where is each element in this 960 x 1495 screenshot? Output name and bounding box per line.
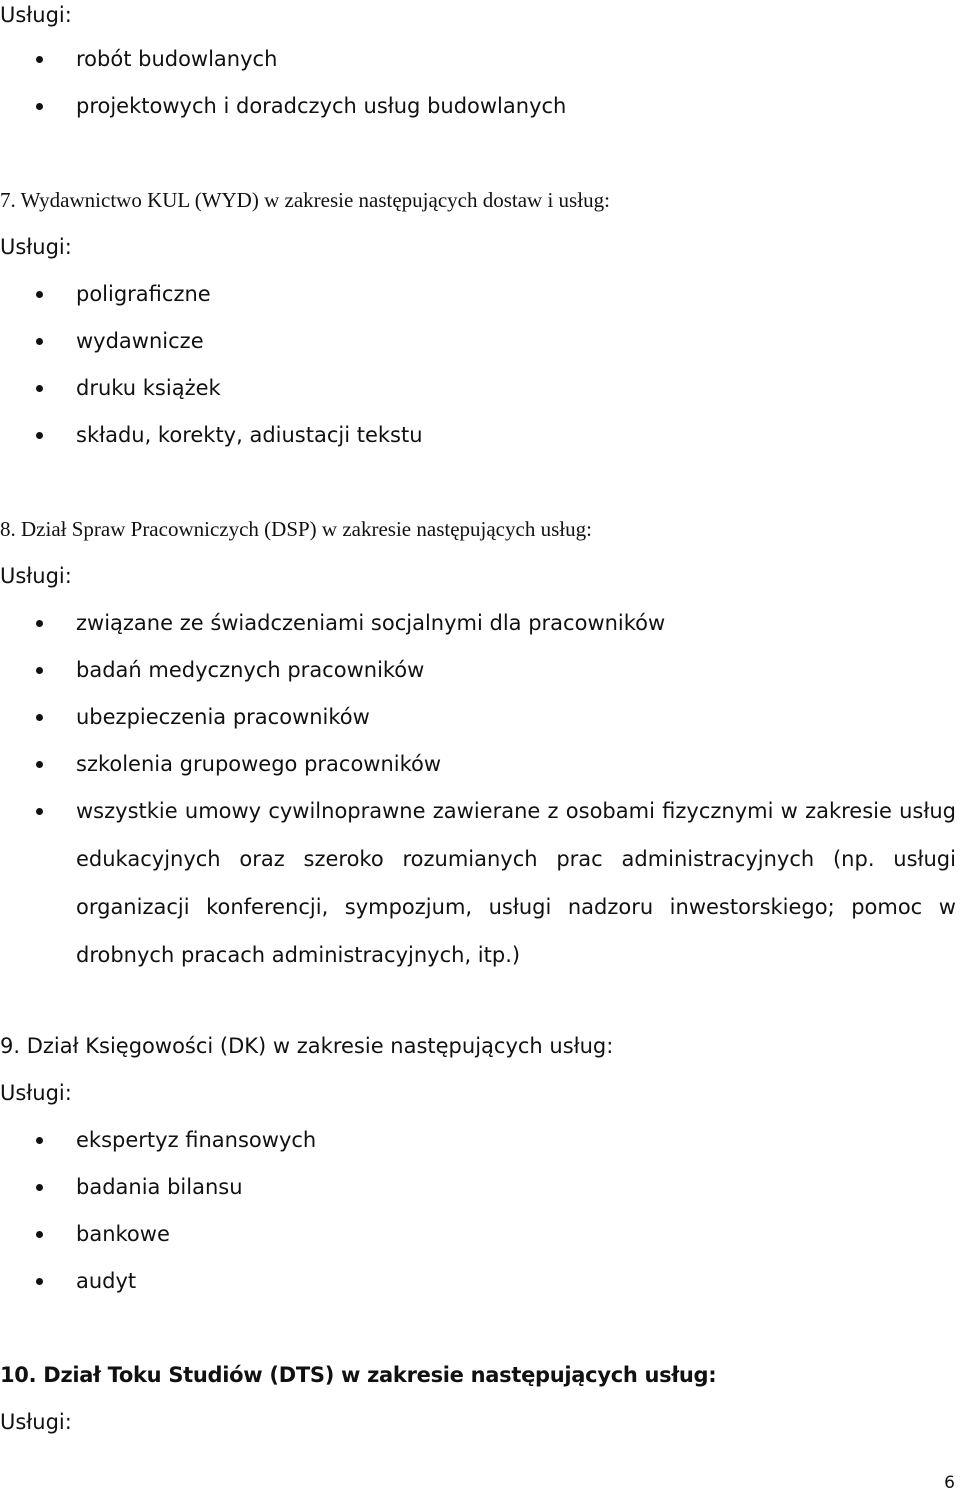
list-item-text: poligraficzne [76, 282, 211, 306]
paragraph-line [76, 892, 956, 922]
list-item-text: związane ze świadczeniami socjalnymi dla pracowników [76, 611, 666, 635]
paragraph-word: fizycznymi [662, 799, 774, 823]
bullet-icon [36, 1137, 43, 1144]
section-heading: 8. Dział Spraw Pracowniczych (DSP) w zakresie następujących usług: [0, 517, 592, 541]
list-item-text: badań medycznych pracowników [76, 658, 425, 682]
paragraph-word: zawierane [432, 799, 541, 823]
bullet-icon [36, 56, 43, 63]
list-item-text: ubezpieczenia pracowników [76, 705, 370, 729]
bullet-icon [36, 808, 43, 815]
bullet-icon [36, 761, 43, 768]
list-item-text: projektowych i doradczych usług budowlanych [76, 94, 567, 118]
bullet-icon [36, 1184, 43, 1191]
bullet-icon [36, 1278, 43, 1285]
paragraph-word: cywilnoprawne [268, 799, 426, 823]
bullet-icon [36, 620, 43, 627]
paragraph-word: (np. [832, 847, 875, 871]
list-item-text: wydawnicze [76, 329, 204, 353]
bullet-icon [36, 103, 43, 110]
page-number: 6 [944, 1473, 955, 1493]
paragraph-word: usługi [488, 895, 552, 919]
section-heading: 10. Dział Toku Studiów (DTS) w zakresie następujących usług: [0, 1363, 717, 1387]
paragraph-line [76, 844, 956, 874]
bullet-icon [36, 667, 43, 674]
section-label: Usługi: [0, 1081, 72, 1105]
paragraph-word: inwestorskiego; [669, 895, 835, 919]
section-label: Usługi: [0, 564, 72, 588]
paragraph-word: edukacyjnych [76, 847, 221, 871]
list-item-text: robót budowlanych [76, 47, 278, 71]
bullet-icon [36, 385, 43, 392]
section-label: Usługi: [0, 1410, 72, 1434]
section-label: Usługi: [0, 3, 72, 27]
paragraph-word: organizacji [76, 895, 190, 919]
bullet-icon [36, 432, 43, 439]
paragraph-word: prac [556, 847, 603, 871]
list-item-text: składu, korekty, adiustacji tekstu [76, 423, 423, 447]
paragraph-word: wszystkie [76, 799, 178, 823]
paragraph-word: w [938, 895, 956, 919]
paragraph-word: usługi [893, 847, 956, 871]
bullet-icon [36, 714, 43, 721]
paragraph-word: rozumianych [402, 847, 538, 871]
bullet-icon [36, 291, 43, 298]
paragraph-word: usług [899, 799, 956, 823]
section-heading: 7. Wydawnictwo KUL (WYD) w zakresie następujących dostaw i usług: [0, 188, 610, 212]
list-item-text: audyt [76, 1269, 137, 1293]
paragraph-word: administracyjnych [621, 847, 815, 871]
bullet-icon [36, 338, 43, 345]
section-label: Usługi: [0, 235, 72, 259]
paragraph-word: w [780, 799, 798, 823]
paragraph-line: drobnych pracach administracyjnych, itp.) [76, 943, 521, 967]
list-item-text: druku książek [76, 376, 221, 400]
paragraph-word: szeroko [303, 847, 384, 871]
section-heading: 9. Dział Księgowości (DK) w zakresie następujących usług: [0, 1034, 614, 1058]
paragraph-word: nadzoru [567, 895, 654, 919]
paragraph-word: z [547, 799, 559, 823]
paragraph-word: konferencji, [206, 895, 329, 919]
paragraph-word: zakresie [805, 799, 892, 823]
paragraph-word: umowy [184, 799, 262, 823]
paragraph-word: pomoc [851, 895, 923, 919]
paragraph-word: sympozjum, [344, 895, 473, 919]
list-item-text: bankowe [76, 1222, 170, 1246]
paragraph-word: oraz [239, 847, 285, 871]
list-item-text: szkolenia grupowego pracowników [76, 752, 442, 776]
paragraph-word: osobami [565, 799, 655, 823]
bullet-icon [36, 1231, 43, 1238]
paragraph-line [76, 796, 956, 826]
list-item-text: ekspertyz finansowych [76, 1128, 317, 1152]
list-item-text: badania bilansu [76, 1175, 243, 1199]
